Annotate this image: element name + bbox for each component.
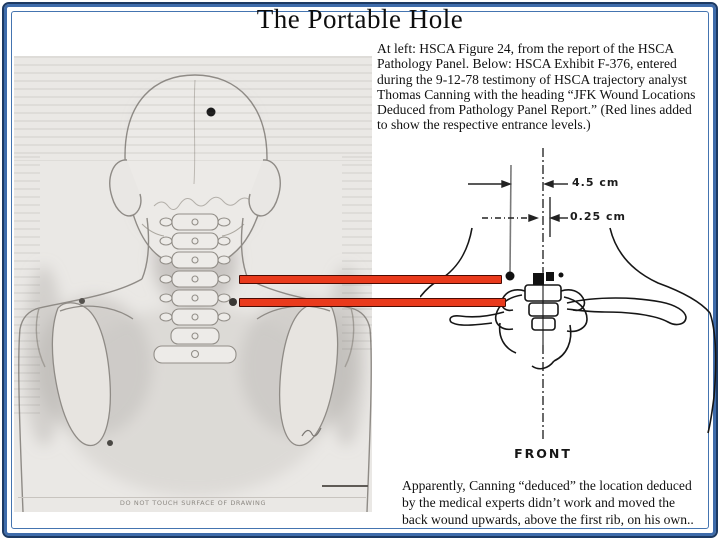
description-line: during the 9-12-78 testimony of HSCA trajectory analyst [377,71,687,87]
slide-title: The Portable Hole [256,4,464,34]
scale-bar [322,485,368,487]
exhibit-f376-diagram [420,145,718,475]
description-line: Thomas Canning with the heading “JFK Wound Locations [377,86,696,102]
commentary-line: Apparently, Canning “deduced” the location deduced [402,478,692,493]
right-neck-outline [610,228,710,313]
description-line: to show the respective entrance levels.) [377,117,591,133]
front-label: FRONT [514,446,572,461]
measurement-arrows [468,181,568,221]
description-line: Pathology Panel. Below: HSCA Exhibit F-376, entered [377,56,677,72]
hsca-figure-24-image [14,56,372,512]
description-line: At left: HSCA Figure 24, from the report of the HSCA [377,41,675,56]
sagittal-suture [194,80,195,184]
right-arm-outline [708,313,716,433]
description-line: Deduced from Pathology Panel Report.” (Red lines added [377,102,692,118]
left-neck-outline [420,228,472,297]
back-wound-level-line [510,165,511,274]
commentary-text [402,477,694,528]
lower-back-dot [107,440,113,446]
red-bar-end-dot [506,272,515,281]
scan-rule [18,497,366,498]
center-wound-marks [506,272,564,286]
exhibit-diagram-drawing [420,145,718,475]
measurement-4-5cm: 4.5 cm [572,176,620,189]
left-shoulder-dot [79,298,85,304]
back-of-head-drawing [14,56,372,512]
entrance-level-line-lower [239,298,506,307]
skeleton-drawing [420,228,716,433]
left-body-edge [19,329,23,512]
measurement-0-25cm: 0.25 cm [570,210,626,223]
skull-entry-dot [207,108,216,117]
description-text [377,41,695,133]
commentary-line: by the medical experts didn’t work and moved the [402,495,676,510]
back-wound-dot [229,298,237,306]
entrance-level-line-upper [239,275,502,284]
drawing-caption: DO NOT TOUCH SURFACE OF DRAWING [119,499,267,507]
commentary-line: back wound upwards, above the first rib, on his own.. [402,512,694,527]
